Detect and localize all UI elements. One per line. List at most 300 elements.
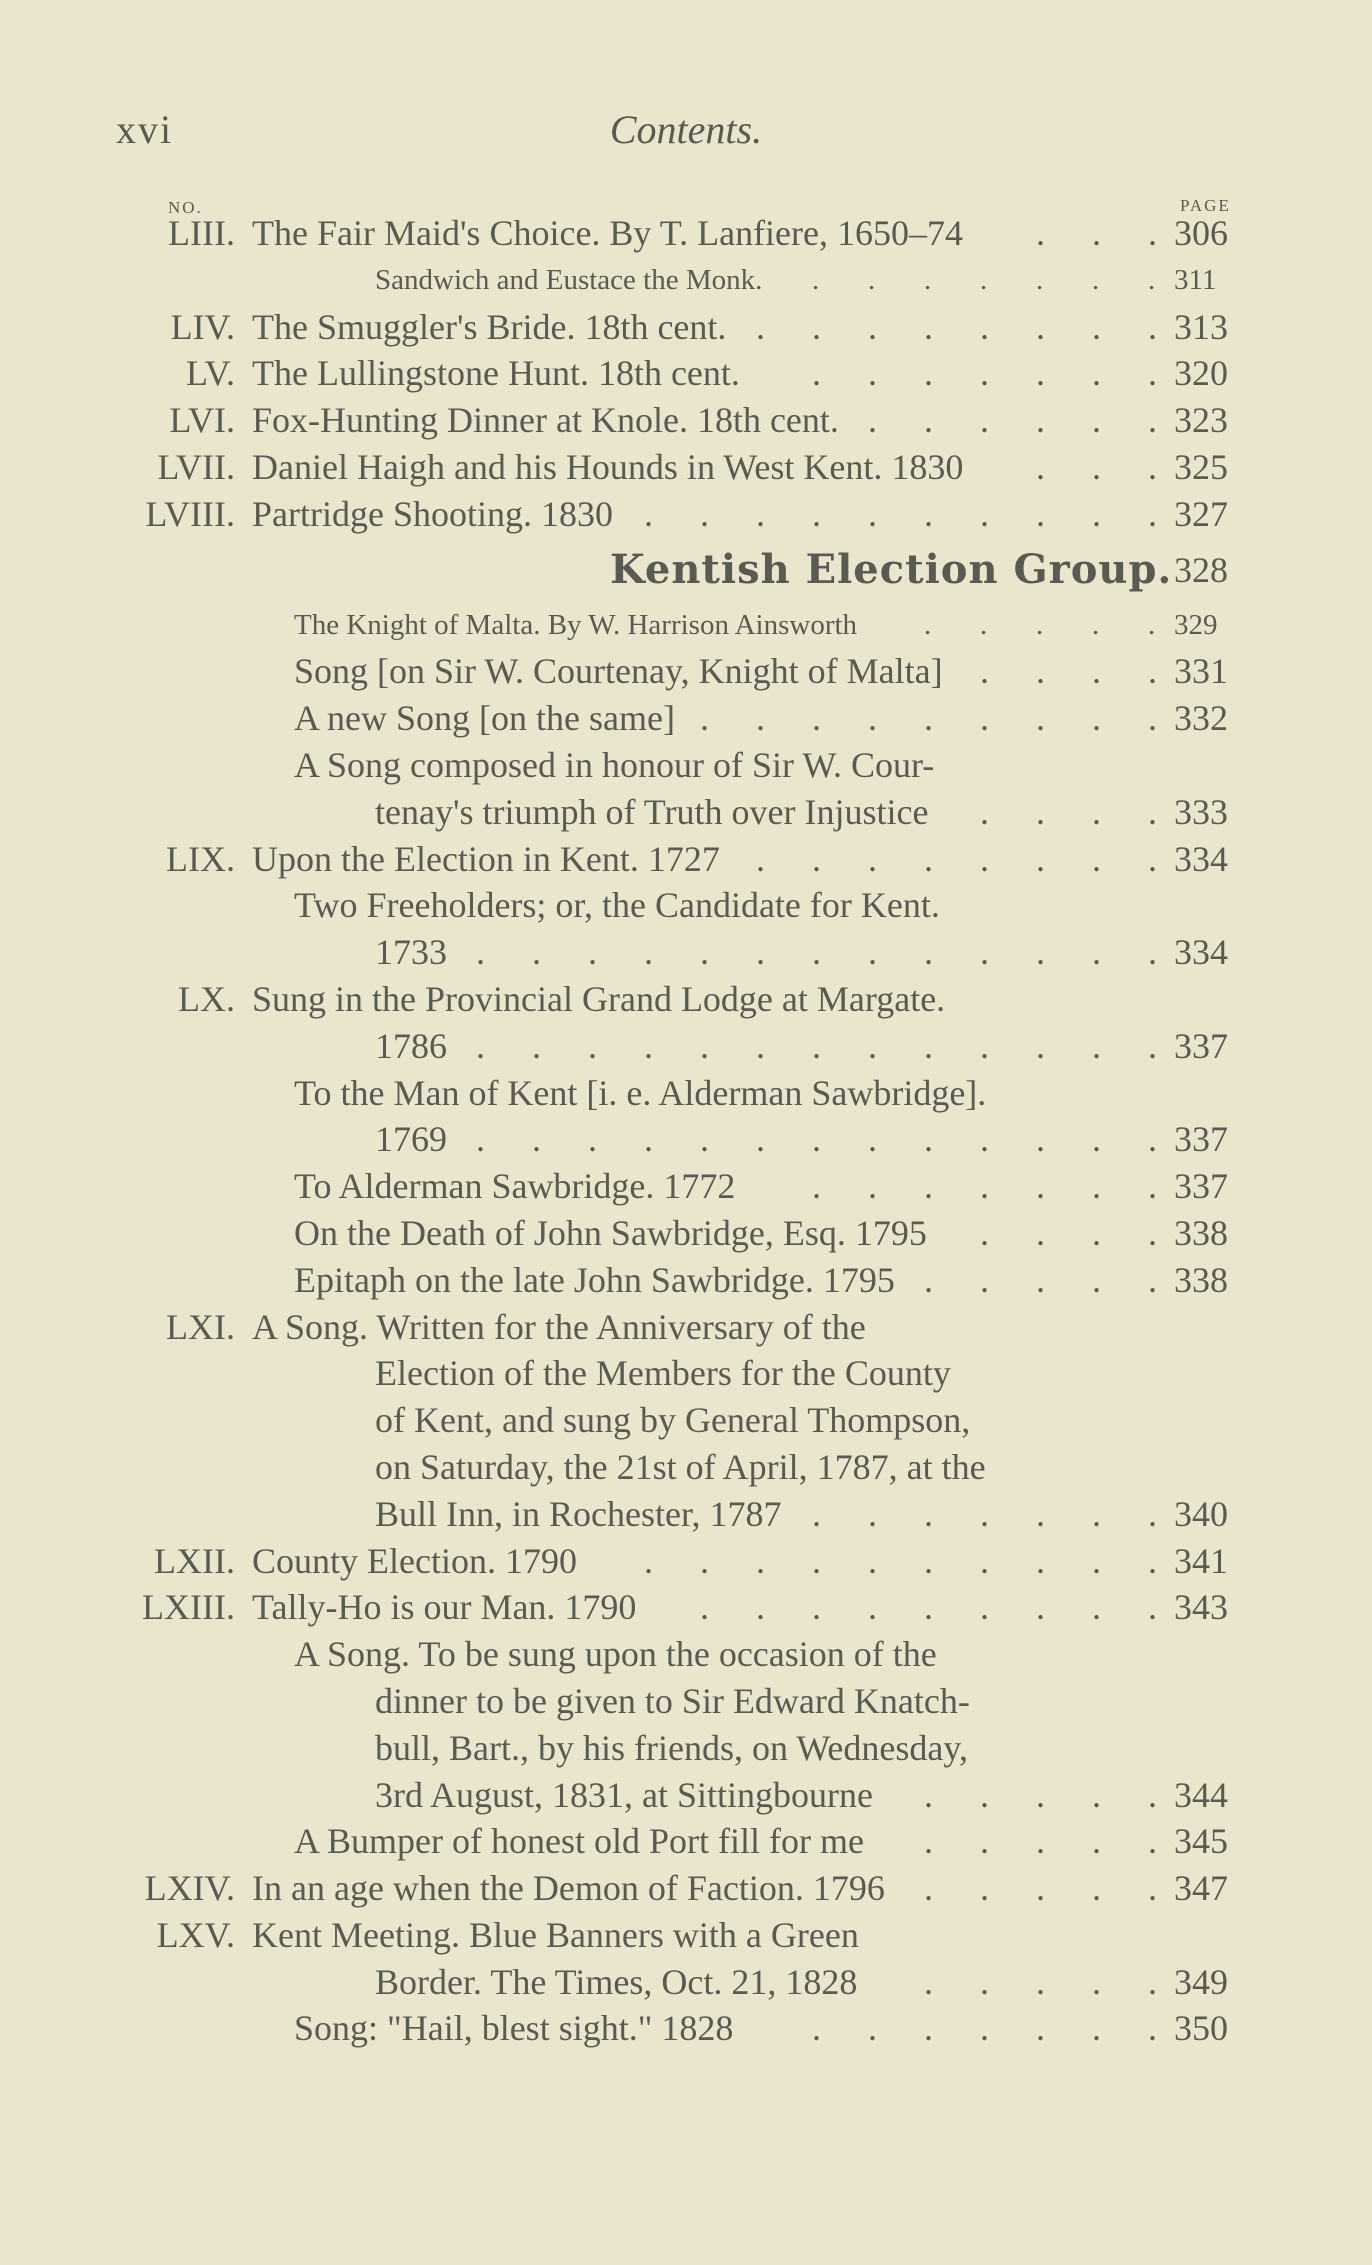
leader-dot: . [1036,213,1045,253]
leader-dot: . [1092,263,1100,296]
leader-dot: . [812,838,821,879]
leader-dot: . [1036,493,1045,534]
entry-number: LXI. [166,1306,235,1347]
entry-title: A Song. To be sung upon the occasion of the [294,1634,937,1675]
entry-page-number: 337 [1174,1119,1228,1160]
entry-page-number: 340 [1174,1493,1228,1534]
entry-page-number: 311 [1174,263,1217,296]
entry-page-number: 350 [1174,2008,1228,2049]
entry-number: LX. [178,978,235,1019]
contents-entry [0,444,1372,491]
entry-page-number: 333 [1174,791,1228,832]
contents-entry [0,1163,1372,1210]
leader-dot: . [1092,608,1100,641]
leader-dot: . [868,932,877,973]
entry-number: LIX. [166,838,235,879]
contents-entry [0,789,1372,836]
leader-dot: . [924,2008,933,2049]
entry-page-number: 328 [1174,549,1228,590]
contents-entry [0,695,1372,742]
leader-dot: . [924,1587,933,1628]
leader-dot: . [1036,400,1045,441]
entry-title: Sung in the Provincial Grand Lodge at Margate. [252,978,946,1019]
leader-dot: . [1036,932,1045,973]
contents-entry [0,1116,1372,1163]
entry-title: Partridge Shooting. 1830 [252,493,613,534]
contents-entry [0,1070,1372,1117]
leader-dot: . [1148,2008,1157,2049]
leader-dot: . [812,1587,821,1628]
leader-dot: . [924,698,933,739]
leader-dot: . [756,1025,765,1066]
leader-dot: . [1148,493,1157,534]
leader-dot: . [1148,1166,1157,1207]
leader-dot: . [1092,1493,1101,1534]
leader-dot: . [1092,651,1101,692]
leader-dot: . [756,306,765,347]
leader-dot: . [980,353,989,394]
column-heading-page: PAGE [1180,196,1231,215]
contents-entry [0,1023,1372,1070]
leader-dot: . [532,932,541,973]
leader-dot: . [924,1025,933,1066]
contents-entry [0,1584,1372,1631]
contents-entry [0,1210,1372,1257]
entry-title: bull, Bart., by his friends, on Wednesday, [375,1727,969,1768]
entry-title: Song: "Hail, blest sight." 1828 [294,2008,734,2049]
leader-dot: . [980,493,989,534]
leader-dot: . [700,1025,709,1066]
entry-number: LXIV. [144,1868,235,1909]
running-title: Contents. [609,107,763,152]
leader-dot: . [1148,1212,1157,1253]
entry-title: Fox-Hunting Dinner at Knole. 18th cent. [252,400,839,441]
leader-dot: . [980,838,989,879]
entry-page-number: 338 [1174,1259,1228,1300]
leader-dot: . [1092,2008,1101,2049]
leader-dot: . [588,1025,597,1066]
leader-dot: . [924,263,932,296]
entry-page-number: 341 [1174,1540,1228,1581]
entry-page-number: 313 [1174,306,1228,347]
leader-dot: . [812,1025,821,1066]
entry-number: LXV. [156,1914,235,1955]
entry-number: LIV. [170,306,235,347]
leader-dot: . [868,1540,877,1581]
leader-dot: . [644,1025,653,1066]
leader-dot: . [756,493,765,534]
leader-dot: . [980,1868,989,1909]
contents-entry [0,1444,1372,1491]
leader-dot: . [1148,1540,1157,1581]
leader-dot: . [868,1166,877,1207]
entry-page-number: 337 [1174,1025,1228,1066]
leader-dot: . [1092,213,1101,253]
leader-dot: . [812,2008,821,2049]
leader-dot: . [868,263,876,296]
leader-dot: . [980,400,989,441]
leader-dot: . [1148,1961,1157,2002]
leader-dot: . [476,932,485,973]
leader-dot: . [812,1540,821,1581]
leader-dot: . [924,838,933,879]
entry-title: 1786 [375,1025,447,1066]
leader-dot: . [1036,1540,1045,1581]
leader-dot: . [756,1119,765,1160]
leader-dot: . [1148,608,1156,641]
leader-dot: . [868,353,877,394]
entry-page-number: 345 [1174,1821,1228,1862]
leader-dot: . [1092,493,1101,534]
leader-dot: . [868,400,877,441]
leader-dot: . [812,1493,821,1534]
entry-title: 1769 [375,1119,447,1160]
entry-title: On the Death of John Sawbridge, Esq. 1795 [294,1212,927,1253]
leader-dot: . [1036,791,1045,832]
leader-dot: . [812,263,820,296]
leader-dot: . [1036,446,1045,487]
leader-dot: . [812,1166,821,1207]
entry-title: The Smuggler's Bride. 18th cent. [252,306,727,347]
leader-dot: . [1092,1259,1101,1300]
contents-entry [0,882,1372,929]
entry-number: LIII. [168,213,235,253]
contents-entry [0,210,1372,257]
leader-dot: . [1148,1821,1157,1862]
leader-dot: . [980,1119,989,1160]
leader-dot: . [1148,1025,1157,1066]
leader-dot: . [1092,1821,1101,1862]
leader-dot: . [980,1587,989,1628]
leader-dot: . [700,1540,709,1581]
leader-dot: . [756,932,765,973]
leader-dot: . [980,2008,989,2049]
leader-dot: . [924,1961,933,2002]
leader-dot: . [644,1540,653,1581]
leader-dot: . [980,608,988,641]
leader-dot: . [1036,838,1045,879]
leader-dot: . [1036,263,1044,296]
leader-dot: . [756,1540,765,1581]
leader-dot: . [924,608,932,641]
entry-title: The Lullingstone Hunt. 18th cent. [252,353,740,394]
leader-dot: . [1148,791,1157,832]
entry-title: A Song composed in honour of Sir W. Cour- [294,744,935,785]
leader-dot: . [1036,1868,1045,1909]
leader-dot: . [868,493,877,534]
leader-dot: . [1092,353,1101,394]
entry-page-number: 320 [1174,353,1228,394]
leader-dot: . [700,932,709,973]
entry-title: County Election. 1790 [252,1540,577,1581]
contents-entry [0,836,1372,883]
leader-dot: . [980,1212,989,1253]
leader-dot: . [980,263,988,296]
entry-title: Upon the Election in Kent. 1727 [252,838,720,879]
entry-title: Epitaph on the late John Sawbridge. 1795 [294,1259,895,1300]
leader-dot: . [812,698,821,739]
leader-dot: . [980,1961,989,2002]
leader-dot: . [1092,400,1101,441]
leader-dot: . [1092,306,1101,347]
leader-dot: . [1092,1868,1101,1909]
entry-page-number: 347 [1174,1868,1228,1909]
entry-title: To the Man of Kent [i. e. Alderman Sawbridge]. [294,1072,987,1113]
entry-page-number: 331 [1174,651,1228,692]
leader-dot: . [1092,932,1101,973]
leader-dot: . [1036,608,1044,641]
leader-dot: . [1092,1166,1101,1207]
contents-entry [0,1538,1372,1585]
leader-dot: . [1148,353,1157,394]
leader-dot: . [1148,1119,1157,1160]
entry-title: Election of the Members for the County [375,1353,951,1394]
entry-number: LXIII. [142,1587,235,1628]
entry-title: Tally-Ho is our Man. 1790 [252,1587,637,1628]
leader-dot: . [588,932,597,973]
entry-title: Two Freeholders; or, the Candidate for Kent. [294,885,940,926]
entry-page-number: 343 [1174,1587,1228,1628]
leader-dot: . [1148,263,1156,296]
leader-dot: . [924,1540,933,1581]
entry-page-number: 327 [1174,493,1228,534]
leader-dot: . [924,1774,933,1815]
leader-dot: . [868,838,877,879]
leader-dot: . [812,493,821,534]
entry-title: 3rd August, 1831, at Sittingbourne [375,1774,873,1815]
entry-title: A Bumper of honest old Port fill for me [294,1821,864,1862]
leader-dot: . [1148,446,1157,487]
leader-dot: . [980,698,989,739]
leader-dot: . [924,1493,933,1534]
contents-entry [0,602,1372,649]
leader-dot: . [1036,1493,1045,1534]
leader-dot: . [1092,838,1101,879]
contents-entry [0,1631,1372,1678]
leader-dot: . [1148,1493,1157,1534]
leader-dot: . [476,1119,485,1160]
contents-entry [0,304,1372,351]
leader-dot: . [924,493,933,534]
leader-dot: . [980,1774,989,1815]
leader-dot: . [1036,1259,1045,1300]
leader-dot: . [980,1540,989,1581]
leader-dot: . [868,1025,877,1066]
leader-dot: . [756,838,765,879]
leader-dot: . [1148,1868,1157,1909]
contents-entry [0,1350,1372,1397]
leader-dot: . [812,932,821,973]
leader-dot: . [924,932,933,973]
leader-dot: . [1148,1587,1157,1628]
entry-page-number: 337 [1174,1166,1228,1207]
contents-list [0,210,1372,2052]
leader-dot: . [924,1259,933,1300]
leader-dot: . [980,1166,989,1207]
column-heading-no: NO. [168,198,203,217]
leader-dot: . [980,1493,989,1534]
leader-dot: . [924,353,933,394]
leader-dot: . [644,932,653,973]
entry-title: tenay's triumph of Truth over Injustice [375,791,929,832]
leader-dot: . [924,1821,933,1862]
contents-entry [0,1678,1372,1725]
contents-entry [0,397,1372,444]
leader-dot: . [1036,1821,1045,1862]
entry-page-number: 334 [1174,932,1228,973]
entry-title: The Knight of Malta. By W. Harrison Ainsworth [294,608,858,641]
contents-entry [0,350,1372,397]
leader-dot: . [1148,698,1157,739]
entry-title: Kent Meeting. Blue Banners with a Green [252,1914,859,1955]
leader-dot: . [812,306,821,347]
leader-dot: . [980,651,989,692]
entry-title: Sandwich and Eustace the Monk. [375,263,763,296]
leader-dot: . [1036,1774,1045,1815]
leader-dot: . [588,1119,597,1160]
leader-dot: . [700,698,709,739]
contents-entry [0,538,1372,602]
leader-dot: . [868,2008,877,2049]
contents-entry [0,929,1372,976]
leader-dot: . [1092,1961,1101,2002]
contents-entry [0,491,1372,538]
leader-dot: . [1036,1587,1045,1628]
leader-dot: . [1036,1119,1045,1160]
entry-page-number: 325 [1174,446,1228,487]
contents-entry [0,1772,1372,1819]
leader-dot: . [1092,1119,1101,1160]
leader-dot: . [1148,651,1157,692]
leader-dot: . [868,1119,877,1160]
leader-dot: . [1036,1212,1045,1253]
entry-number: LVII. [157,446,235,487]
entry-title: In an age when the Demon of Faction. 1796 [252,1868,885,1909]
entry-page-number: 344 [1174,1774,1228,1815]
leader-dot: . [1036,1025,1045,1066]
entry-number: LXII. [154,1540,235,1581]
leader-dot: . [1036,2008,1045,2049]
leader-dot: . [868,1493,877,1534]
leader-dot: . [700,493,709,534]
entry-title: Daniel Haigh and his Hounds in West Kent. 1830 [252,446,964,487]
leader-dot: . [1036,651,1045,692]
leader-dot: . [980,791,989,832]
leader-dot: . [980,932,989,973]
leader-dot: . [1092,1025,1101,1066]
leader-dot: . [924,400,933,441]
leader-dot: . [924,306,933,347]
leader-dot: . [1036,698,1045,739]
leader-dot: . [756,698,765,739]
leader-dot: . [532,1025,541,1066]
contents-entry [0,1959,1372,2006]
leader-dot: . [1092,1774,1101,1815]
leader-dot: . [1148,1774,1157,1815]
entry-title: of Kent, and sung by General Thompson, [375,1400,971,1441]
entry-page-number: 334 [1174,838,1228,879]
leader-dot: . [644,1119,653,1160]
contents-entry [0,1912,1372,1959]
entry-title: To Alderman Sawbridge. 1772 [294,1166,736,1207]
leader-dot: . [700,1587,709,1628]
entry-number: LVIII. [145,493,235,534]
leader-dot: . [980,306,989,347]
leader-dot: . [1148,400,1157,441]
entry-title: Border. The Times, Oct. 21, 1828 [375,1961,858,2002]
contents-entry [0,742,1372,789]
entry-title: A Song. Written for the Anniversary of the [252,1306,866,1347]
entry-title: The Fair Maid's Choice. By T. Lanfiere, 1650–74 [252,213,963,253]
contents-entry [0,1304,1372,1351]
entry-page-number: 349 [1174,1961,1228,2002]
contents-entry [0,1491,1372,1538]
entry-title: on Saturday, the 21st of April, 1787, at the [375,1446,986,1487]
entry-page-number: 329 [1174,608,1218,641]
contents-entry [0,257,1372,304]
entry-page-number: 338 [1174,1212,1228,1253]
leader-dot: . [924,1119,933,1160]
leader-dot: . [1036,1961,1045,2002]
contents-entry [0,1397,1372,1444]
contents-entry [0,1865,1372,1912]
contents-entry [0,1818,1372,1865]
leader-dot: . [1092,791,1101,832]
leader-dot: . [1148,838,1157,879]
leader-dot: . [644,493,653,534]
leader-dot: . [980,1025,989,1066]
leader-dot: . [1036,1166,1045,1207]
leader-dot: . [1092,698,1101,739]
leader-dot: . [1092,1540,1101,1581]
contents-entry [0,2005,1372,2052]
leader-dot: . [868,698,877,739]
entry-number: LVI. [169,400,235,441]
contents-entry [0,1725,1372,1772]
leader-dot: . [532,1119,541,1160]
entry-title: A new Song [on the same] [294,698,675,739]
entry-title: Song [on Sir W. Courtenay, Knight of Malta] [294,651,943,692]
entry-page-number: 323 [1174,400,1228,441]
leader-dot: . [1092,446,1101,487]
leader-dot: . [980,1259,989,1300]
entry-title: 1733 [375,932,447,973]
leader-dot: . [700,1119,709,1160]
leader-dot: . [868,306,877,347]
leader-dot: . [812,353,821,394]
entry-page-number: 306 [1174,213,1228,253]
leader-dot: . [1148,306,1157,347]
leader-dot: . [756,1587,765,1628]
leader-dot: . [1148,213,1157,253]
leader-dot: . [980,1821,989,1862]
contents-entry [0,648,1372,695]
leader-dot: . [868,1587,877,1628]
leader-dot: . [1148,1259,1157,1300]
leader-dot: . [1092,1587,1101,1628]
page-folio: xvi [116,107,174,152]
leader-dot: . [924,1868,933,1909]
entry-title: dinner to be given to Sir Edward Knatch- [375,1680,970,1721]
leader-dot: . [812,1119,821,1160]
leader-dot: . [1092,1212,1101,1253]
entry-page-number: 332 [1174,698,1228,739]
entry-number: LV. [185,353,235,394]
leader-dot: . [476,1025,485,1066]
entry-title: Bull Inn, in Rochester, 1787 [375,1493,782,1534]
leader-dot: . [1036,306,1045,347]
contents-entry [0,1257,1372,1304]
